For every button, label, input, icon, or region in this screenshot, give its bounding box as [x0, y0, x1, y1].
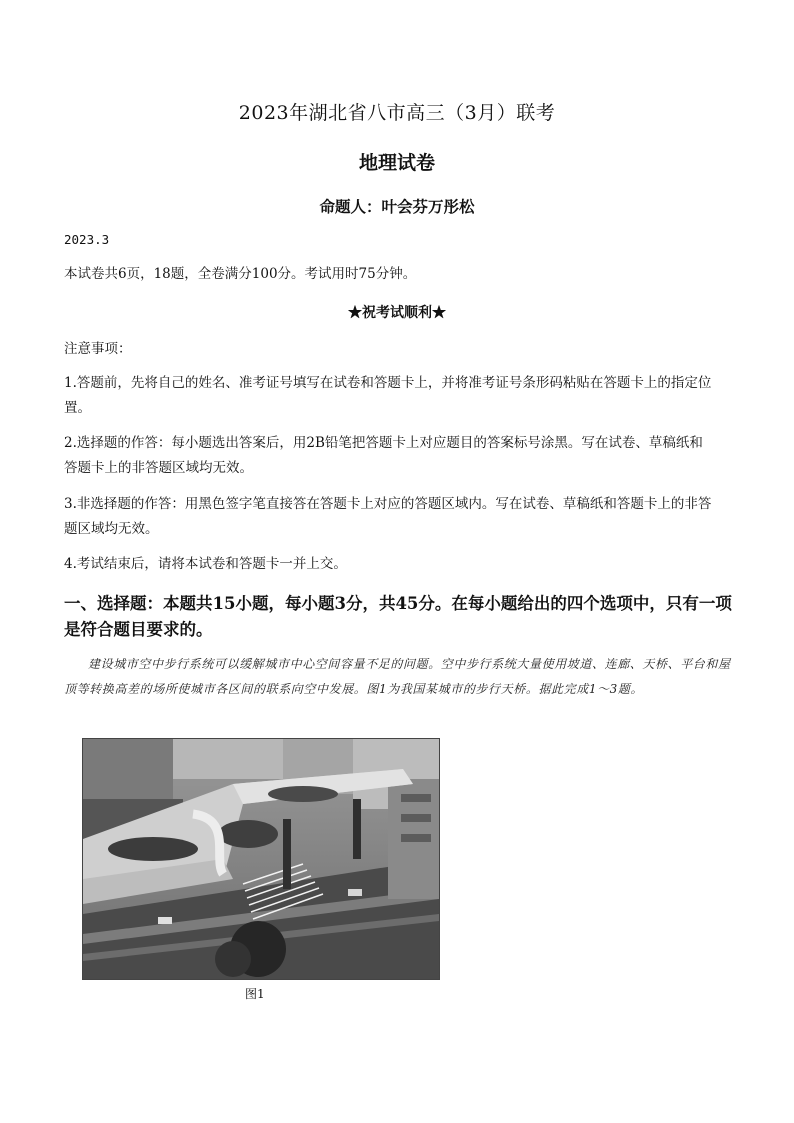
exam-title: 2023年湖北省八市高三（3月）联考 — [238, 102, 556, 124]
note-item-3-line2: 题区域均无效。 — [64, 521, 159, 537]
section-heading-line1: 一、选择题：本题共15小题，每小题3分，共45分。在每小题给出的四个选项中，只有一项 — [64, 594, 732, 613]
skybridge-photo-drawing — [83, 739, 439, 979]
exam-date: 2023.3 — [64, 232, 110, 247]
section-heading-line2: 是符合题目要求的。 — [64, 620, 213, 639]
question-passage: 建设城市空中步行系统可以缓解城市中心空间容量不足的问题。空中步行系统大量使用坡道、连廊、天桥、平台和屋顶等转换高差的场所使城市各区间的联系向空中发展。图1为我国某城市的步行天桥。据此完成1～3题。 — [64, 657, 731, 696]
note-item-4-line1: 4.考试结束后，请将本试卷和答题卡一并上交。 — [64, 556, 347, 572]
note-item-3-line1: 3.非选择题的作答：用黑色签字笔直接答在答题卡上对应的答题区域内。写在试卷、草稿纸和答题卡上的非答 — [64, 496, 712, 512]
figure-caption: 图1 — [245, 987, 265, 1001]
note-item-1-line2: 置。 — [64, 400, 91, 416]
note-item-2 — [64, 431, 732, 481]
note-item-1 — [64, 371, 732, 421]
author-line: 命题人：叶会芬万彤松 — [319, 197, 475, 216]
section-heading — [64, 591, 734, 643]
note-item-3 — [64, 492, 732, 542]
note-item-4 — [64, 552, 732, 577]
exam-info: 本试卷共6页，18题，全卷满分100分。考试用时75分钟。 — [64, 266, 417, 282]
subject-title: 地理试卷 — [358, 152, 435, 174]
note-item-1-line1: 1.答题前，先将自己的姓名、准考证号填写在试卷和答题卡上，并将准考证号条形码粘贴在答题卡上的指定位 — [64, 375, 712, 391]
note-item-2-line1: 2.选择题的作答：每小题选出答案后，用2B铅笔把答题卡上对应题目的答案标号涂黑。写在试卷、草稿纸和 — [64, 435, 703, 451]
blessing-line: ★祝考试顺利★ — [348, 305, 446, 321]
note-item-2-line2: 答题卡上的非答题区域均无效。 — [64, 460, 253, 476]
skybridge-photo — [82, 738, 440, 980]
notes-heading: 注意事项： — [64, 341, 132, 357]
